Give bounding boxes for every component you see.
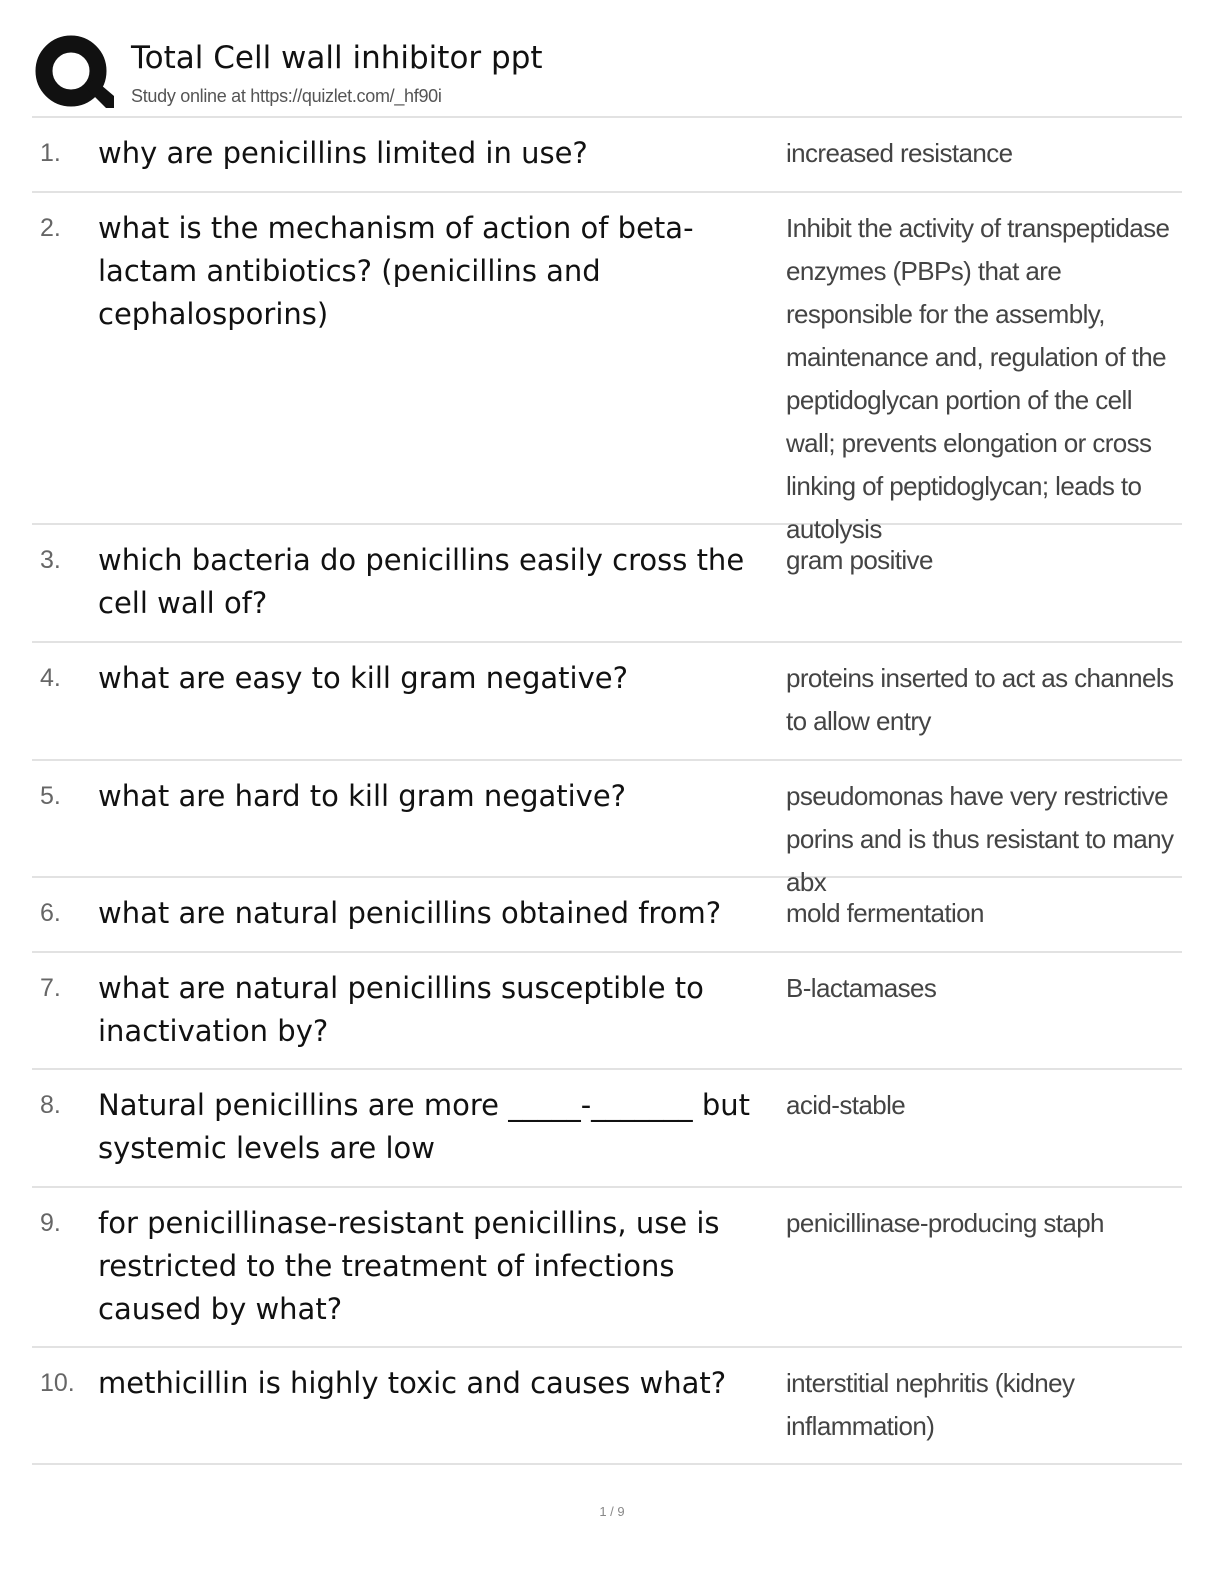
card-definition: increased resistance <box>786 138 1013 168</box>
flashcard-row <box>32 953 1182 1070</box>
card-definition: B-lactamases <box>786 973 937 1003</box>
card-definition: gram positive <box>786 545 933 575</box>
flashcard-row <box>32 1188 1182 1348</box>
flashcard-row <box>32 643 1182 761</box>
card-term: what are easy to kill gram negative? <box>98 661 628 695</box>
card-term: what are hard to kill gram negative? <box>98 779 627 813</box>
card-definition: penicillinase-producing staph <box>786 1208 1104 1238</box>
card-definition: interstitial nephritis (kidney inflammation) <box>786 1368 1075 1441</box>
card-term: what are natural penicillins susceptible to inactivation by? <box>98 971 704 1048</box>
card-number: 8. <box>40 1091 61 1119</box>
flashcard-row <box>32 1070 1182 1188</box>
flashcard-row <box>32 878 1182 953</box>
card-definition: proteins inserted to act as channels to allow entry <box>786 663 1174 736</box>
flashcard-row <box>32 193 1182 544</box>
card-term: why are penicillins limited in use? <box>98 136 588 170</box>
flashcard-list <box>32 116 1182 1465</box>
card-number: 6. <box>40 899 61 927</box>
card-number: 1. <box>40 139 61 167</box>
card-term: which bacteria do penicillins easily cross the cell wall of? <box>98 543 745 620</box>
card-number: 5. <box>40 782 61 810</box>
card-term: what is the mechanism of action of beta-lactam antibiotics? (penicillins and cephalosporins) <box>98 211 694 331</box>
flashcard-row <box>32 525 1182 643</box>
card-definition: pseudomonas have very restrictive porins and is thus resistant to many abx <box>786 781 1174 897</box>
study-online-link[interactable]: Study online at https://quizlet.com/_hf90i <box>131 86 442 106</box>
card-number: 7. <box>40 974 61 1002</box>
card-term: Natural penicillins are more _____-_______ but systemic levels are low <box>98 1088 751 1165</box>
document-title: Total Cell wall inhibitor ppt <box>131 40 543 76</box>
card-definition: mold fermentation <box>786 898 984 928</box>
card-number: 2. <box>40 214 61 242</box>
flashcard-row <box>32 118 1182 193</box>
card-definition: Inhibit the activity of transpeptidase enzymes (PBPs) that are responsible for the assembly, maintenance and, regulation of the peptidoglycan portion of the cell wall; prevents elongation or cross linking of peptidoglycan; leads to autolysis <box>786 213 1170 544</box>
card-definition: acid-stable <box>786 1090 906 1120</box>
card-term: what are natural penicillins obtained from? <box>98 896 722 930</box>
page-number: 1 / 9 <box>599 1504 625 1519</box>
card-term: for penicillinase-resistant penicillins, use is restricted to the treatment of infections caused by what? <box>98 1206 720 1326</box>
document-header <box>34 34 1182 116</box>
flashcard-row <box>32 761 1182 897</box>
card-number: 4. <box>40 664 61 692</box>
card-number: 10. <box>40 1369 75 1397</box>
card-term: methicillin is highly toxic and causes what? <box>98 1366 727 1400</box>
card-number: 9. <box>40 1209 61 1237</box>
flashcard-row <box>32 1348 1182 1465</box>
card-number: 3. <box>40 546 61 574</box>
quizlet-logo-icon <box>34 34 114 110</box>
